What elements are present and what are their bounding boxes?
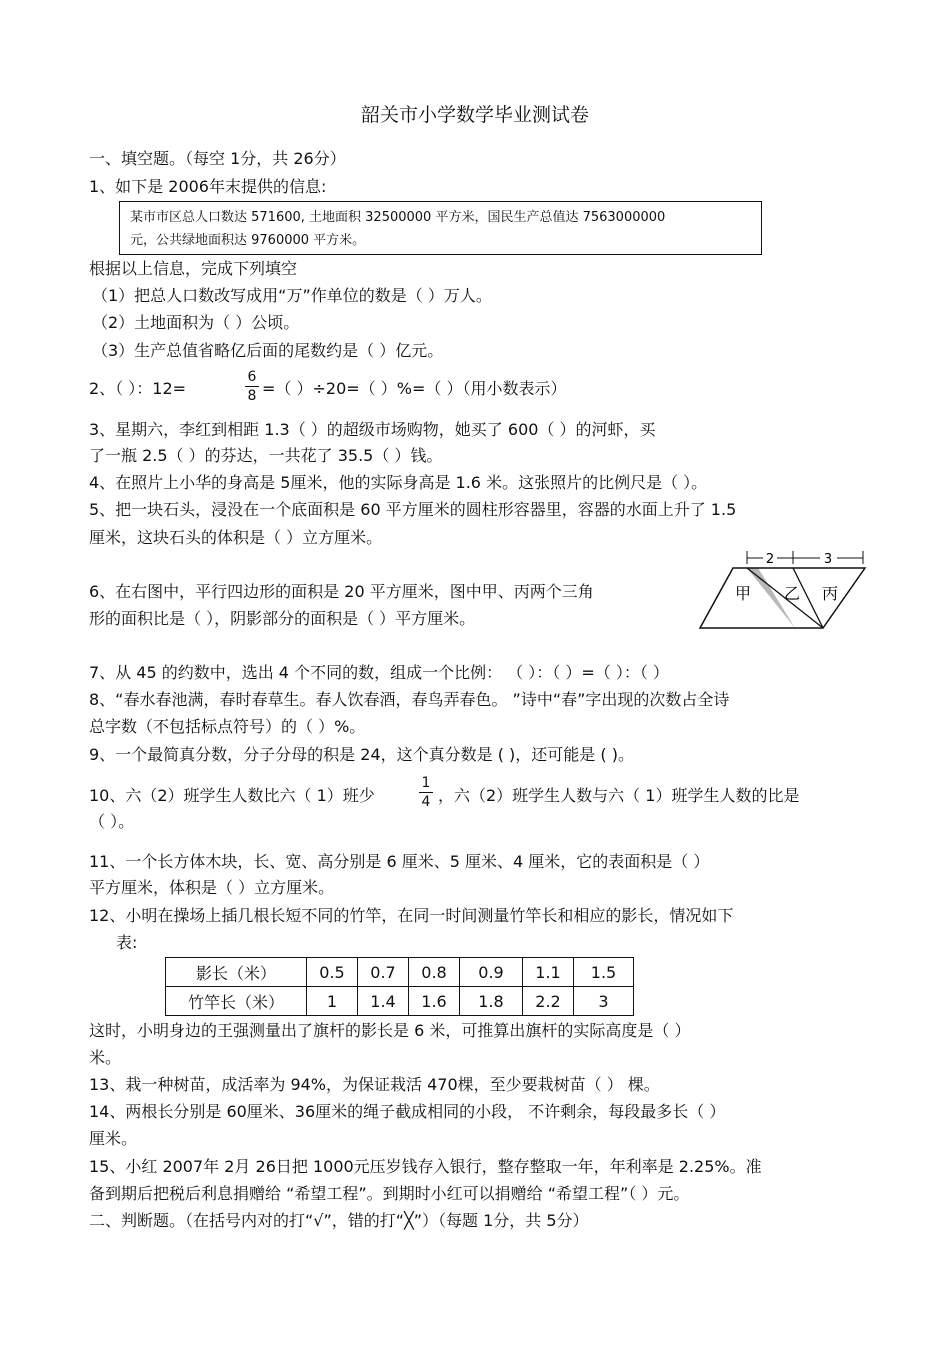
table-cell: 3	[574, 987, 634, 1016]
table-header-cell: 竹竿长（米）	[166, 987, 307, 1016]
q10-fraction-numerator: 1	[421, 775, 431, 791]
table-cell: 1.6	[409, 987, 460, 1016]
q1-part-1: （1）把总人口数改写成用“万”作单位的数是（ ）万人。	[92, 286, 492, 305]
q6-line-2: 形的面积比是（ ），阴影部分的面积是（ ）平方厘米。	[89, 609, 476, 628]
q14-line-2: 厘米。	[89, 1129, 138, 1148]
q2-fraction-denominator: 8	[247, 388, 257, 404]
table-header-cell: 影长（米）	[166, 958, 307, 987]
table-cell: 1.4	[358, 987, 409, 1016]
q12-line-3: 这时，小明身边的王强测量出了旗杆的影长是 6 米，可推算出旗杆的实际高度是（ ）	[89, 1021, 691, 1040]
dim-label-left: 2	[765, 552, 775, 567]
q10-part-b: ，六（2）班学生人数与六（ 1）班学生人数的比是	[438, 786, 800, 805]
q12-line-1: 12、小明在操场上插几根长短不同的竹竿，在同一时间测量竹竿长和相应的影长，情况如下	[89, 906, 734, 925]
q10-fraction	[419, 775, 433, 810]
section-2-heading: 二、判断题。（在括号内对的打“√”，错的打“╳”）（每题 1分，共 5分）	[89, 1211, 589, 1230]
q8-line-1: 8、“春水春池满，春时春草生。春人饮春酒，春鸟弄春色。 ”诗中“春”字出现的次数占全诗	[89, 690, 730, 709]
label-jia: 甲	[735, 584, 752, 603]
table-row	[166, 987, 634, 1016]
dim-label-right: 3	[823, 552, 833, 567]
parallelogram-figure	[695, 549, 870, 634]
table-cell: 0.5	[307, 958, 358, 987]
q2-part-a: 2、（ ）：12=	[89, 379, 187, 398]
q4-text: 4、在照片上小华的身高是 5厘米，他的实际身高是 1.6 米。这张照片的比例尺是（ ）。	[89, 473, 708, 492]
q2-fraction-numerator: 6	[247, 369, 257, 385]
q2-fraction	[245, 369, 259, 404]
q1-lead: 根据以上信息，完成下列填空	[89, 259, 298, 278]
table-cell: 1.5	[574, 958, 634, 987]
q13-text: 13、栽一种树苗，成活率为 94%，为保证栽活 470棵，至少要栽树苗（ ） 棵。	[89, 1075, 660, 1094]
exam-title: 韶关市小学数学毕业测试卷	[360, 104, 589, 126]
info-box-line-1: 某市市区总人口数达 571600, 土地面积 32500000 平方米，国民生产总值达 7563000000	[130, 210, 666, 225]
q5-line-1: 5、把一块石头，浸没在一个底面积是 60 平方厘米的圆柱形容器里，容器的水面上升了 1.5	[89, 500, 737, 519]
q11-line-2: 平方厘米，体积是（ ）立方厘米。	[89, 878, 335, 897]
section-1-heading: 一、填空题。（每空 1分，共 26分）	[89, 149, 346, 168]
q8-line-2: 总字数（不包括标点符号）的（ ）%。	[89, 717, 366, 736]
table-cell: 0.7	[358, 958, 409, 987]
q6-line-1: 6、在右图中，平行四边形的面积是 20 平方厘米，图中甲、丙两个三角	[89, 582, 594, 601]
shadow-length-table	[165, 957, 634, 1016]
q1-intro: 1、如下是 2006年末提供的信息:	[89, 177, 327, 196]
q7-text: 7、从 45 的约数中，选出 4 个不同的数，组成一个比例： （ ）：（ ）=（ ）：（ ）	[89, 663, 669, 682]
q1-part-3: （3）生产总值省略亿后面的尾数约是（ ）亿元。	[92, 341, 444, 360]
q15-line-1: 15、小红 2007年 2月 26日把 1000元压岁钱存入银行，整存整取一年，年利率是 2.25%。准	[89, 1157, 762, 1176]
q12-line-2: 表:	[116, 933, 138, 952]
q12-line-4: 米。	[89, 1048, 122, 1067]
q3-line-1: 3、星期六，李红到相距 1.3（ ）的超级市场购物，她买了 600（ ）的河虾，买	[89, 420, 656, 439]
q3-line-2: 了一瓶 2.5（ ）的芬达，一共花了 35.5（ ）钱。	[89, 446, 443, 465]
q10-line-2: （ ）。	[89, 812, 135, 831]
table-cell: 1.1	[523, 958, 574, 987]
q5-line-2: 厘米，这块石头的体积是（ ）立方厘米。	[89, 528, 383, 547]
q15-line-2: 备到期后把税后利息捐赠给 “希望工程”。到期时小红可以捐赠给 “希望工程”（ ）元。	[89, 1184, 690, 1203]
q10-fraction-denominator: 4	[421, 794, 431, 810]
q10-part-a: 10、六（2）班学生人数比六（ 1）班少	[89, 786, 375, 805]
table-cell: 1	[307, 987, 358, 1016]
q2-part-b: =（ ）÷20=（ ）%=（ ）（用小数表示）	[262, 379, 567, 398]
info-box	[119, 201, 762, 255]
info-box-line-2: 元，公共绿地面积达 9760000 平方米。	[130, 233, 366, 248]
table-cell: 0.9	[460, 958, 523, 987]
table-cell: 1.8	[460, 987, 523, 1016]
label-bing: 丙	[822, 584, 839, 603]
q9-text: 9、一个最简真分数，分子分母的积是 24，这个真分数是 ( )，还可能是 ( )。	[89, 745, 634, 764]
table-cell: 0.8	[409, 958, 460, 987]
label-yi: 乙	[784, 584, 801, 603]
parallelogram-outline	[700, 568, 865, 628]
q1-part-2: （2）土地面积为（ ）公顷。	[92, 313, 300, 332]
table-cell: 2.2	[523, 987, 574, 1016]
q14-line-1: 14、两根长分别是 60厘米、36厘米的绳子截成相同的小段， 不许剩余，每段最多长（ ）	[89, 1102, 726, 1121]
q11-line-1: 11、一个长方体木块，长、宽、高分别是 6 厘米、5 厘米、4 厘米，它的表面积是（ ）	[89, 852, 710, 871]
table-row	[166, 958, 634, 987]
